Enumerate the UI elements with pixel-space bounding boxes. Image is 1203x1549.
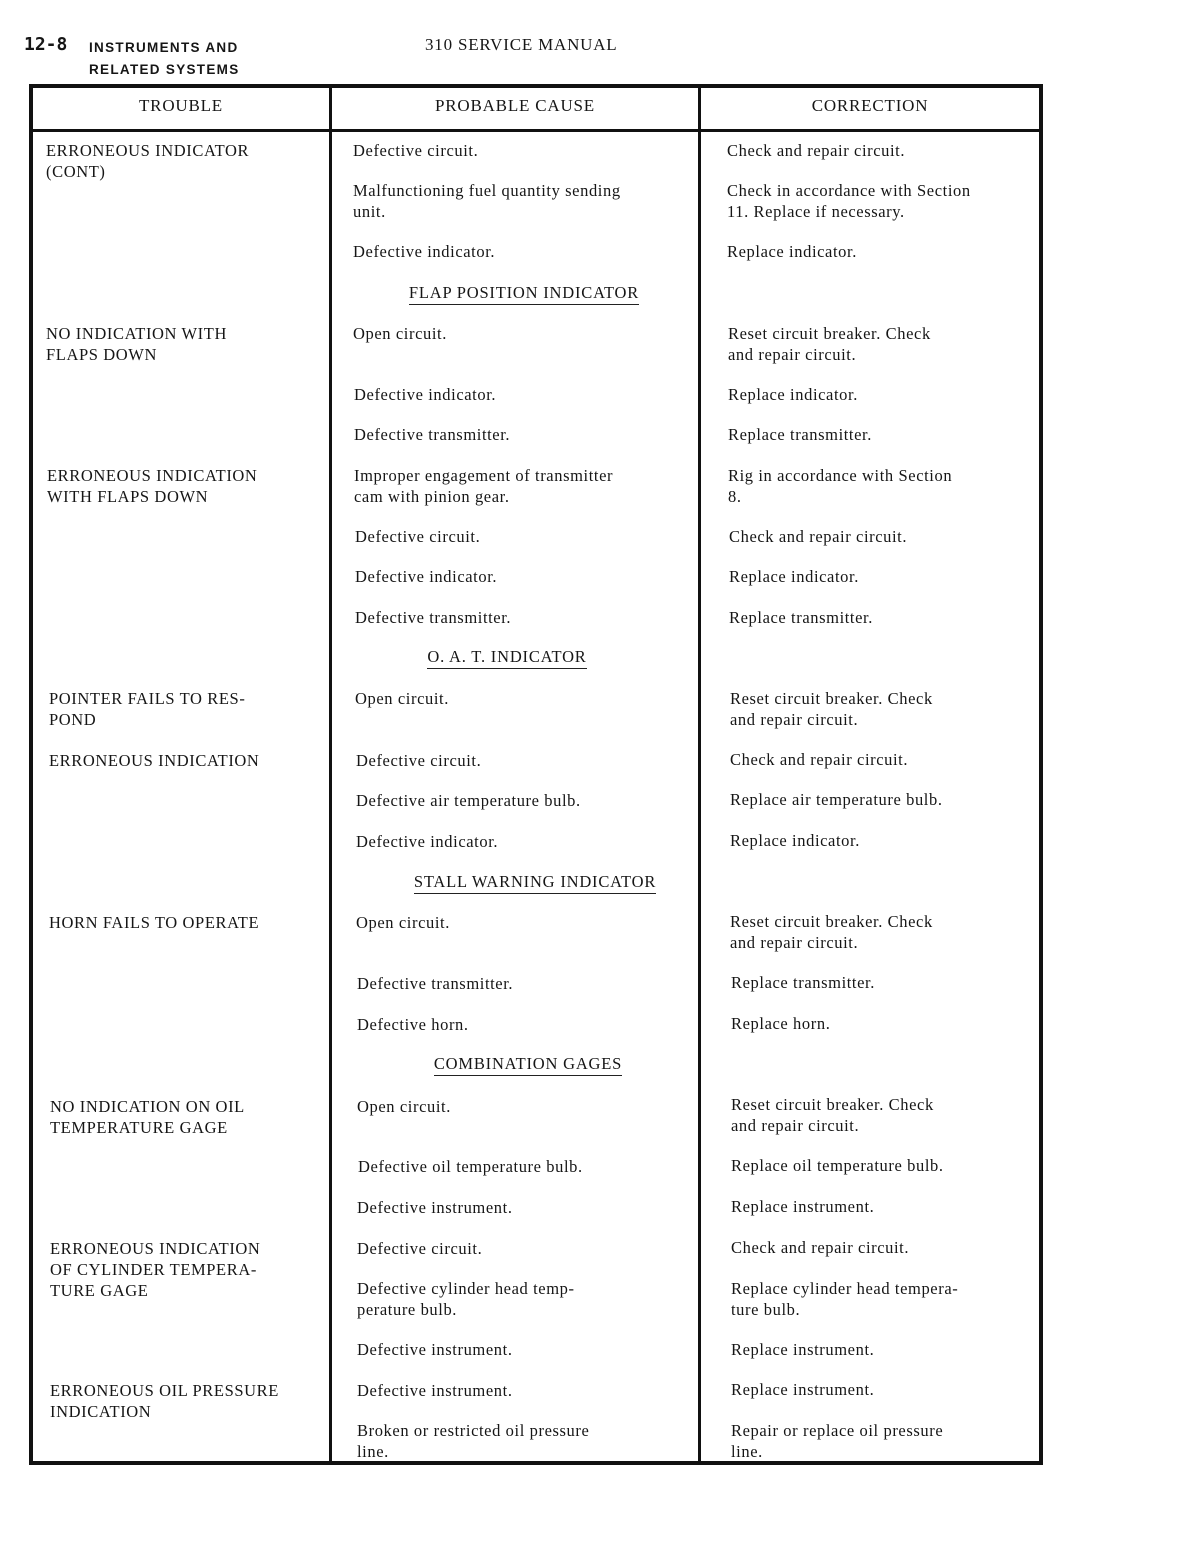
correction-cell: Replace instrument. — [731, 1380, 875, 1399]
cause-cell: Defective air temperature bulb. — [356, 791, 581, 810]
cause-cell: Defective instrument. — [357, 1340, 513, 1359]
cause-cell: Defective circuit. — [357, 1239, 483, 1258]
trouble-cell: ERRONEOUS INDICATION — [49, 751, 260, 770]
cause-cell: Defective instrument. — [357, 1198, 513, 1217]
correction-cell: Check and repair circuit. — [730, 750, 909, 769]
cause-cell: Defective instrument. — [357, 1381, 513, 1400]
correction-cell: Replace horn. — [731, 1014, 831, 1033]
correction-cell: Rig in accordance with Section 8. — [728, 466, 953, 506]
correction-cell: Repair or replace oil pressure line. — [731, 1421, 944, 1461]
cause-cell: Defective indicator. — [354, 385, 497, 404]
cause-cell: Defective transmitter. — [354, 425, 511, 444]
trouble-cell: ERRONEOUS OIL PRESSURE INDICATION — [50, 1381, 279, 1421]
correction-cell: Replace indicator. — [727, 242, 857, 261]
cause-cell: Open circuit. — [353, 324, 447, 343]
correction-cell: Replace transmitter. — [728, 425, 872, 444]
manual-title: 310 SERVICE MANUAL — [425, 35, 618, 54]
cause-cell: Defective transmitter. — [357, 974, 514, 993]
header-divider — [33, 129, 1039, 132]
page-header — [0, 0, 1203, 85]
cause-cell: Malfunctioning fuel quantity sending unit. — [353, 181, 621, 221]
correction-cell: Replace instrument. — [731, 1197, 875, 1216]
trouble-cell: NO INDICATION WITH FLAPS DOWN — [46, 324, 227, 364]
correction-cell: Replace indicator. — [728, 385, 858, 404]
section-title — [89, 37, 240, 81]
cause-cell: Open circuit. — [357, 1097, 451, 1116]
section-title-line1: INSTRUMENTS AND — [89, 40, 239, 55]
correction-cell: Reset circuit breaker. Check and repair circuit. — [731, 1095, 934, 1135]
cause-cell: Defective circuit. — [356, 751, 482, 770]
subhead-flap-position: FLAP POSITION INDICATOR — [332, 282, 716, 305]
correction-cell: Replace transmitter. — [731, 973, 875, 992]
trouble-cell: ERRONEOUS INDICATION OF CYLINDER TEMPERA- TURE GAGE — [50, 1239, 261, 1300]
correction-cell: Replace indicator. — [730, 831, 860, 850]
cause-cell: Defective circuit. — [355, 527, 481, 546]
correction-cell: Check and repair circuit. — [727, 141, 906, 160]
cause-cell: Improper engagement of transmitter cam with pinion gear. — [354, 466, 614, 506]
trouble-cell: HORN FAILS TO OPERATE — [49, 913, 260, 932]
cause-cell: Defective indicator. — [356, 832, 499, 851]
trouble-cell: NO INDICATION ON OIL TEMPERATURE GAGE — [50, 1097, 245, 1137]
cause-cell: Defective indicator. — [353, 242, 496, 261]
correction-cell: Replace instrument. — [731, 1340, 875, 1359]
trouble-cell: ERRONEOUS INDICATOR (CONT) — [46, 141, 250, 181]
cause-cell: Open circuit. — [356, 913, 450, 932]
subhead-stall-warning: STALL WARNING INDICATOR — [332, 871, 738, 894]
correction-cell: Replace air temperature bulb. — [730, 790, 943, 809]
correction-cell: Reset circuit breaker. Check and repair circuit. — [730, 912, 933, 952]
correction-cell: Reset circuit breaker. Check and repair circuit. — [728, 324, 931, 364]
subhead-oat: O. A. T. INDICATOR — [332, 646, 682, 669]
page-number: 12-8 — [24, 34, 68, 55]
subhead-combination-gages: COMBINATION GAGES — [332, 1053, 724, 1076]
correction-cell: Replace oil temperature bulb. — [731, 1156, 944, 1175]
trouble-cell: ERRONEOUS INDICATION WITH FLAPS DOWN — [47, 466, 258, 506]
column-header-cause: PROBABLE CAUSE — [435, 96, 595, 115]
cause-cell: Broken or restricted oil pressure line. — [357, 1421, 590, 1461]
column-header-trouble: TROUBLE — [139, 96, 223, 115]
correction-cell: Check and repair circuit. — [731, 1238, 910, 1257]
cause-cell: Defective horn. — [357, 1015, 469, 1034]
cause-cell: Defective cylinder head temp- perature bulb. — [357, 1279, 575, 1319]
cause-cell: Defective oil temperature bulb. — [358, 1157, 583, 1176]
trouble-cell: POINTER FAILS TO RES- POND — [49, 689, 246, 729]
section-title-line2: RELATED SYSTEMS — [89, 62, 240, 77]
correction-cell: Replace cylinder head tempera- ture bulb. — [731, 1279, 959, 1319]
correction-cell: Replace indicator. — [729, 567, 859, 586]
column-header-correction: CORRECTION — [811, 96, 929, 115]
cause-cell: Defective transmitter. — [355, 608, 512, 627]
cause-cell: Open circuit. — [355, 689, 449, 708]
cause-cell: Defective indicator. — [355, 567, 498, 586]
cause-cell: Defective circuit. — [353, 141, 479, 160]
correction-cell: Reset circuit breaker. Check and repair circuit. — [730, 689, 933, 729]
correction-cell: Check in accordance with Section 11. Replace if necessary. — [727, 181, 971, 221]
correction-cell: Check and repair circuit. — [729, 527, 908, 546]
correction-cell: Replace transmitter. — [729, 608, 873, 627]
